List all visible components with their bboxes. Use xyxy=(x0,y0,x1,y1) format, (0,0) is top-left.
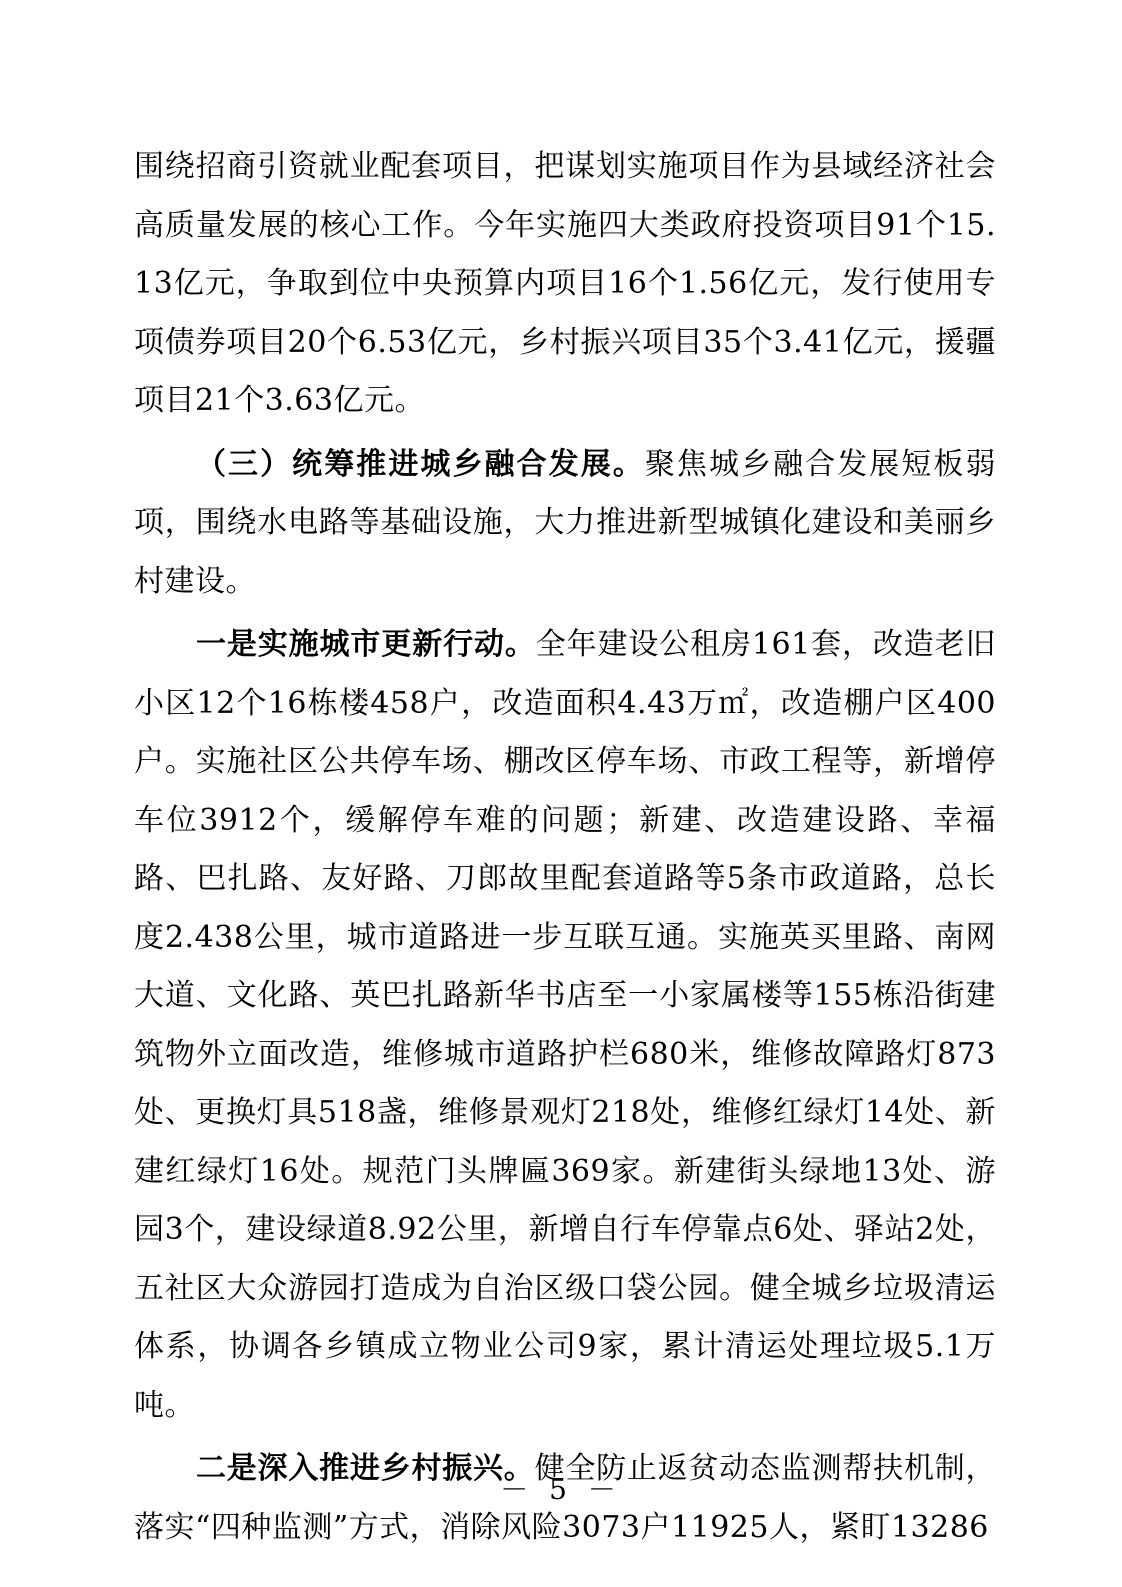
paragraph-text: 聚焦城乡融合发展短板弱项，围绕水电路等基础设施，大力推进新型城镇化建设和美丽乡村建设。 xyxy=(134,446,996,599)
paragraph-3 xyxy=(134,616,996,1435)
paragraph-1 xyxy=(134,138,996,431)
document-body xyxy=(134,138,996,1562)
paragraph-heading: 一是实施城市更新行动。 xyxy=(196,627,536,662)
paragraph-text: 全年建设公租房161套，改造老旧小区12个16栋楼458户，改造面积4.43万㎡，改造棚户区400户。实施社区公共停车场、棚改区停车场、市政工程等，新增停车位3912个，缓解停车难的问题；新建、改造建设路、幸福路、巴扎路、友好路、刀郎故里配套道路等5条市政道路，总长度2.438公里，城市道路进一步互联互通。实施英买里路、南网大道、文化路、英巴扎路新华书店至一小家属楼等155栋沿街建筑物外立面改造，维修城市道路护栏680米，维修故障路灯873处、更换灯具518盏，维修景观灯218处，维修红绿灯14处、新建红绿灯16处。规范门头牌匾369家。新建街头绿地13处、游园3个，建设绿道8.92公里，新增自行车停靠点6处、驿站2处，五社区大众游园打造成为自治区级口袋公园。健全城乡垃圾清运体系，协调各乡镇成立物业公司9家，累计清运处理垃圾5.1万吨。 xyxy=(134,627,996,1423)
paragraph-2 xyxy=(134,436,996,612)
paragraph-heading: （三）统筹推进城乡融合发展。 xyxy=(196,446,645,482)
page-number: － 5 － xyxy=(500,1473,622,1506)
paragraph-text: 健全防止返贫动态监测帮扶机制，落实“四种监测”方式，消除风险3073户11925人，紧盯13286 xyxy=(134,1451,997,1545)
paragraph-text: 围绕招商引资就业配套项目，把谋划实施项目作为县域经济社会高质量发展的核心工作。今年实施四大类政府投资项目91个15.13亿元，争取到位中央预算内项目16个1.56亿元，发行使用专项债券项目20个6.53亿元，乡村振兴项目35个3.41亿元，援疆项目21个3.63亿元。 xyxy=(134,149,996,418)
paragraph-heading: 二是深入推进乡村振兴。 xyxy=(196,1451,535,1486)
